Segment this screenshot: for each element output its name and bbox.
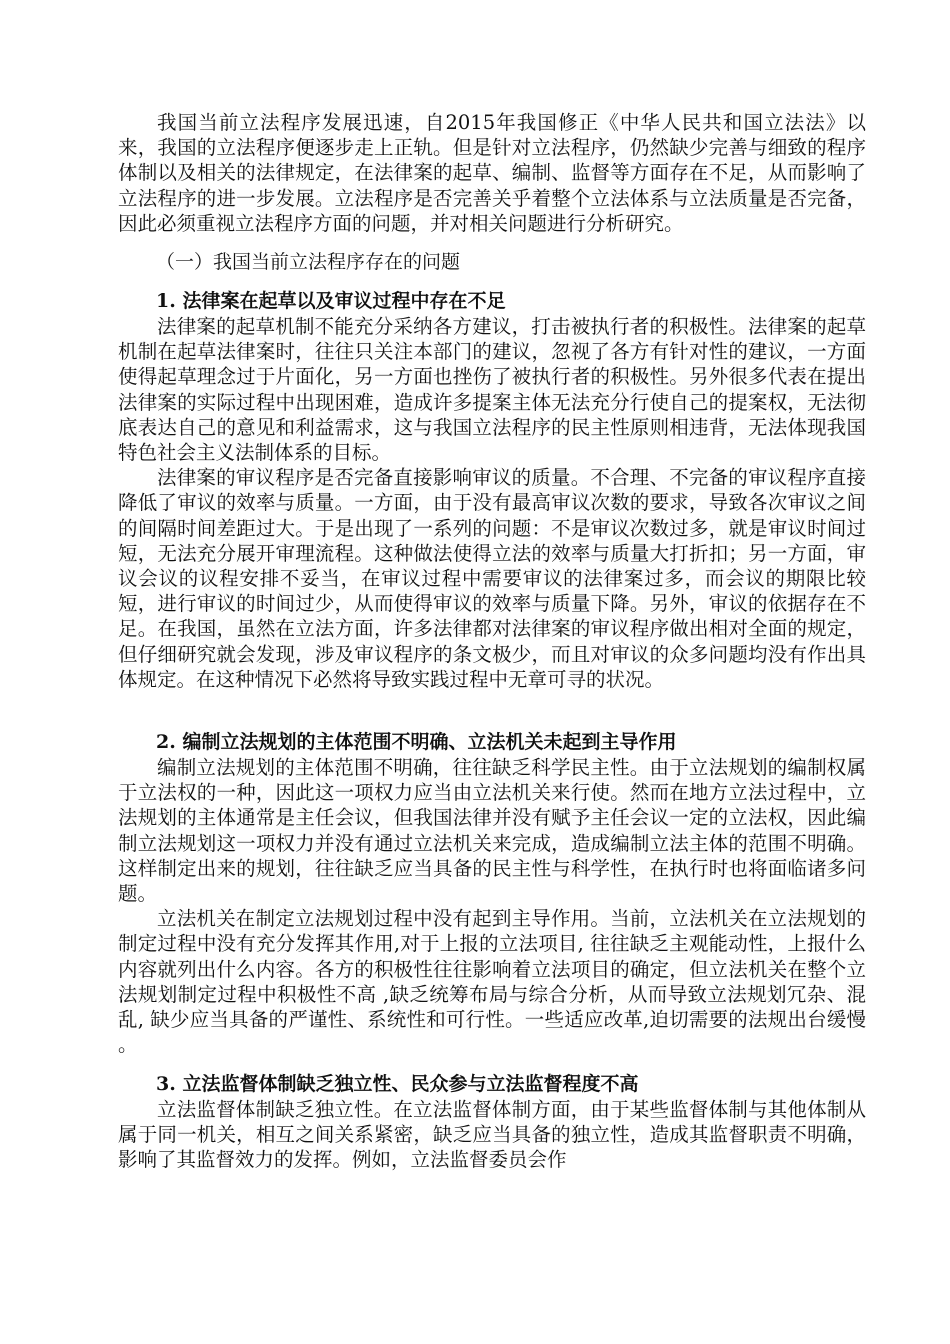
subsection-2-heading: 2. 编制立法规划的主体范围不明确、立法机关未起到主导作用 (156, 731, 677, 754)
subsection-3-heading: 3. 立法监督体制缺乏独立性、民众参与立法监督程度不高 (156, 1072, 639, 1095)
subsection-3-paragraph-1: 立法监督体制缺乏独立性。在立法监督体制方面，由于某些监督体制与其他体制从属于同一机关，相互之间关系紧密，缺乏应当具备的独立性，造成其监督职责不明确，影响了其监督效力的发挥。例如，立法监督委员会作 (118, 1097, 866, 1171)
subsection-2-paragraph-1: 编制立法规划的主体范围不明确，往往缺乏科学民主性。由于立法规划的编制权属于立法权的一种，因此这一项权力应当由立法机关来行使。然而在地方立法过程中，立法规划的主体通常是主任会议，但我国法律并没有赋予主任会议一定的立法权，因此编制立法规划这一项权力并没有通过立法机关来完成，造成编制立法主体的范围不明确。这样制定出来的规划，往往缺乏应当具备的民主性与科学性，在执行时也将面临诸多问题。 (118, 756, 866, 906)
subsection-1-heading: 1. 法律案在起草以及审议过程中存在不足 (156, 290, 506, 313)
subsection-1-paragraph-1: 法律案的起草机制不能充分采纳各方建议，打击被执行者的积极性。法律案的起草机制在起草法律案时，往往只关注本部门的建议，忽视了各方有针对性的建议，一方面使得起草理念过于片面化，另一方面也挫伤了被执行者的积极性。另外很多代表在提出法律案的实际过程中出现困难，造成许多提案主体无法充分行使自己的提案权，无法彻底表达自己的意见和利益需求，这与我国立法程序的民主性原则相违背，无法体现我国特色社会主义法制体系的目标。 (118, 315, 866, 465)
intro-paragraph: 我国当前立法程序发展迅速，自2015年我国修正《中华人民共和国立法法》以来，我国的立法程序便逐步走上正轨。但是针对立法程序，仍然缺少完善与细致的程序体制以及相关的法律规定，在法律案的起草、编制、监督等方面存在不足，从而影响了立法程序的进一步发展。立法程序是否完善关乎着整个立法体系与立法质量是否完备，因此必须重视立法程序方面的问题，并对相关问题进行分析研究。 (118, 111, 866, 235)
document-page (118, 110, 866, 1172)
subsection-1-paragraph-2: 法律案的审议程序是否完备直接影响审议的质量。不合理、不完备的审议程序直接降低了审议的效率与质量。一方面，由于没有最高审议次数的要求，导致各次审议之间的间隔时间差距过大。于是出现了一系列的问题：不是审议次数过多，就是审议时间过短，无法充分展开审理流程。这种做法使得立法的效率与质量大打折扣；另一方面，审议会议的议程安排不妥当，在审议过程中需要审议的法律案过多，而会议的期限比较短，进行审议的时间过少，从而使得审议的效率与质量下降。另外，审议的依据存在不足。在我国，虽然在立法方面，许多法律都对法律案的审议程序做出相对全面的规定，但仔细研究就会发现，涉及审议程序的条文极少，而且对审议的众多问题均没有作出具体规定。在这种情况下必然将导致实践过程中无章可寻的状况。 (118, 466, 866, 691)
section-heading: （一）我国当前立法程序存在的问题 (156, 251, 461, 274)
subsection-2-paragraph-2: 立法机关在制定立法规划过程中没有起到主导作用。当前，立法机关在立法规划的制定过程中没有充分发挥其作用,对于上报的立法项目, 往往缺乏主观能动性，上报什么内容就列出什么内容。各方的积极性往往影响着立法项目的确定，但立法机关在整个立法规划制定过程中积极性不高 ,缺乏统筹布局与综合分析，从而导致立法规划冗杂、混乱, 缺少应当具备的严谨性、系统性和可行性。一些适应改革,迫切需要的法规出台缓慢 。 (118, 907, 866, 1057)
